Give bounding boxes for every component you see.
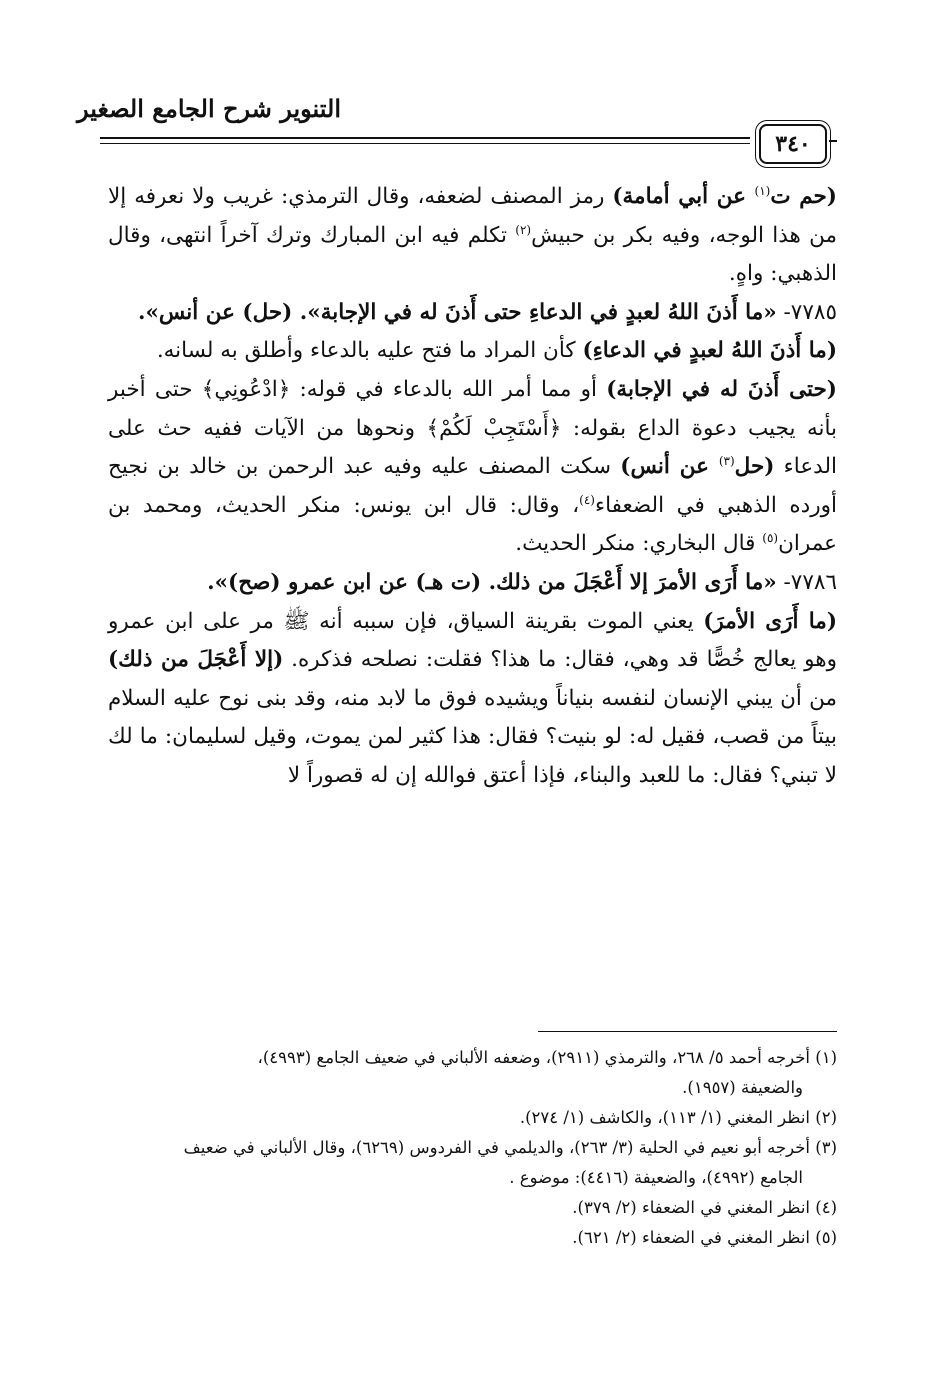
footnote-1: (١) أخرجه أحمد ٥/ ٢٦٨، والترمذي (٢٩١١)، وضعفه الألباني في ضعيف الجامع (٤٩٩٣)، (257, 1048, 837, 1067)
quoted-phrase: (حتى أَذنَ له في الإجابة) (606, 376, 837, 402)
running-header-title: التنوير شرح الجامع الصغير (77, 94, 341, 123)
hadith-7786 (108, 564, 837, 603)
paragraph-4 (108, 603, 837, 796)
quoted-phrase: (ما أَرَى الأمرَ) (703, 608, 838, 634)
paragraph-2 (108, 332, 837, 371)
commentary-text: سكت المصنف عليه وفيه عبد الرحمن بن خالد بن نجيح أورده الذهبي في الضعفاء (108, 454, 837, 518)
header-rule-thin (100, 143, 750, 144)
page-number: ٣٤٠ (759, 124, 827, 164)
commentary-text: يعني الموت بقرينة السياق، فإن سببه أنه ﷺ مر على ابن عمرو وهو يعالج خُصًّا قد وهي، فقال: ما هذا؟ فقلت: نصلحه فذكره. (108, 608, 837, 673)
quoted-phrase: (إلا أَعْجَلَ من ذلك) (108, 647, 284, 673)
commentary-text: كأن المراد ما فتح عليه بالدعاء وأطلق به لسانه. (156, 338, 583, 364)
footnote-ref: (٥) (762, 531, 779, 546)
quoted-phrase: (ما أَذنَ اللهُ لعبدٍ في الدعاءِ) (582, 338, 837, 364)
narrator: عن أنس) (620, 454, 719, 480)
footnote-ref: (٢) (515, 222, 532, 237)
hadith-7785 (108, 294, 837, 333)
commentary-text: تكلم فيه ابن المبارك وترك آخراً انتهى، وقال الذهبي: واهٍ. (108, 222, 837, 287)
footnote-separator (538, 1031, 837, 1032)
footnote-ref: (١) (754, 183, 771, 198)
hadith-text: «ما أَذنَ اللهُ لعبدٍ في الدعاءِ حتى أَذنَ له في الإجابة». (حل) عن أنس». (137, 299, 777, 325)
source-code: (حل (734, 454, 775, 480)
footnote-ref: (٣) (718, 454, 735, 468)
commentary-text: ، وقال: قال ابن يونس: منكر الحديث، ومحمد بن عمران (108, 492, 837, 557)
footnote-3-cont: الجامع (٤٩٩٢)، والضعيفة (٤٤١٦): موضوع . (509, 1168, 803, 1187)
commentary-text: قال البخاري: منكر الحديث. (515, 531, 763, 557)
commentary-text: رمز المصنف لضعفه، وقال الترمذي: غريب ولا نعرفه إلا من هذا الوجه، وفيه بكر بن حبيش (108, 184, 837, 248)
footnote-5: (٥) انظر المغني في الضعفاء (٢/ ٦٢١). (572, 1228, 837, 1247)
narrator: عن أبي أمامة) (612, 184, 755, 209)
footnotes (108, 1043, 837, 1253)
header-rule (100, 137, 750, 139)
footnote-3: (٣) أخرجه أبو نعيم في الحلية (٣/ ٢٦٣)، والديلمي في الفردوس (٦٢٦٩)، وقال الألباني في ضعيف (183, 1138, 837, 1157)
hadith-number: ٧٧٨٥- (776, 299, 837, 325)
paragraph-3 (108, 371, 837, 564)
commentary-text: من أن يبني الإنسان لنفسه بنياناً ويشيده فوق ما لابد منه، وقد بنى نوح عليه السلام بيتاً من قصب، فقيل له: لو بنيت؟ فقال: هذا كثير لمن يموت، وقيل لسليمان: ما لك لا تبني؟ فقال: ما للعبد والبناء، فإذا أعتق فوالله إن له قصوراً لا (108, 685, 837, 788)
paragraph-1 (108, 178, 837, 294)
footnote-ref: (٤) (579, 492, 595, 507)
main-text (108, 178, 837, 796)
hadith-text: «ما أَرَى الأمرَ إلا أَعْجَلَ من ذلك. (ت هـ) عن ابن عمرو (صح)». (207, 569, 777, 595)
source-code: (حم ت (770, 184, 837, 209)
page-number-dash (829, 140, 837, 142)
footnote-2: (٢) انظر المغني (١/ ١١٣)، والكاشف (١/ ٢٧٤). (519, 1108, 837, 1127)
footnote-4: (٤) انظر المغني في الضعفاء (٢/ ٣٧٩). (572, 1198, 837, 1217)
footnote-1-cont: والضعيفة (١٩٥٧). (682, 1078, 803, 1097)
hadith-number: ٧٧٨٦- (776, 569, 837, 595)
commentary-text: أو مما أمر الله بالدعاء في قوله: ﴿ادْعُونِي﴾ حتى أخبر بأنه يجيب دعوة الداع بقوله: ﴿أَسْتَجِبْ لَكُمْ﴾ ونحوها من الآيات ففيه حث على الدعاء (108, 376, 837, 480)
